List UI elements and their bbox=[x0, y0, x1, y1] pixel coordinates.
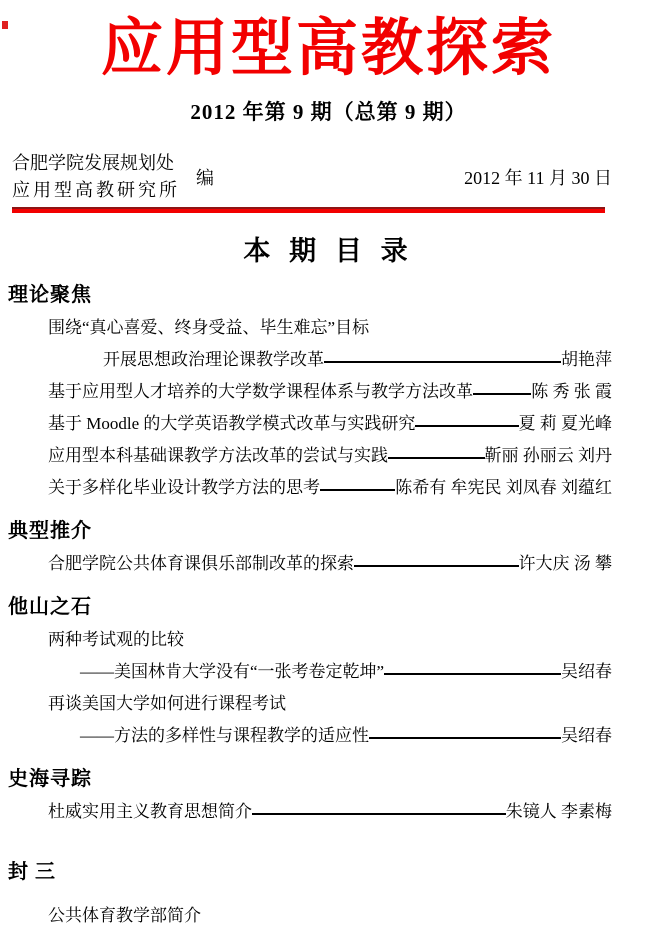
publisher-row bbox=[12, 150, 612, 204]
journal-title: 应用型高教探索 bbox=[100, 15, 556, 83]
toc-entry bbox=[0, 376, 612, 408]
toc-entry bbox=[0, 656, 612, 688]
journal-cover-page bbox=[0, 12, 657, 926]
leader-line bbox=[320, 472, 395, 491]
leader-line bbox=[354, 548, 519, 567]
toc-entry bbox=[0, 312, 612, 344]
entry-authors: 陈希有 牟宪民 刘凤春 刘蕴红 bbox=[395, 478, 612, 498]
entry-authors: 吴绍春 bbox=[561, 726, 612, 746]
leader-line bbox=[415, 408, 518, 427]
entry-title: 关于多样化毕业设计教学方法的思考 bbox=[48, 478, 320, 498]
section-heading: 理论聚焦 bbox=[8, 284, 92, 307]
leader-line bbox=[369, 720, 561, 739]
entry-title: 应用型本科基础课教学方法改革的尝试与实践 bbox=[48, 446, 388, 466]
toc-entry bbox=[0, 796, 612, 828]
toc-entry bbox=[0, 900, 612, 932]
publisher-line-1: 合肥学院发展规划处 bbox=[12, 153, 174, 174]
toc-entry bbox=[0, 548, 612, 580]
entry-title: 公共体育教学部简介 bbox=[48, 906, 201, 926]
toc-entry bbox=[0, 344, 612, 376]
entry-title: 基于应用型人才培养的大学数学课程体系与教学方法改革 bbox=[48, 382, 473, 402]
entry-title: ——方法的多样性与课程教学的适应性 bbox=[80, 726, 369, 746]
entry-authors: 胡艳萍 bbox=[561, 350, 612, 370]
entry-title: 开展思想政治理论课教学改革 bbox=[103, 350, 324, 370]
entry-authors: 靳丽 孙丽云 刘丹 bbox=[484, 446, 612, 466]
toc-heading: 本 期 目 录 bbox=[243, 236, 414, 267]
entry-title: 再谈美国大学如何进行课程考试 bbox=[48, 694, 286, 714]
toc-entry bbox=[0, 408, 612, 440]
leader-line bbox=[384, 656, 561, 675]
leader-line bbox=[252, 796, 506, 815]
toc-entry bbox=[0, 440, 612, 472]
publication-date: 2012 年 11 月 30 日 bbox=[464, 168, 612, 189]
leader-line bbox=[324, 344, 561, 363]
leader-line bbox=[388, 440, 485, 459]
publisher-line-2: 应用型高教研究所 bbox=[12, 180, 180, 201]
corner-mark bbox=[2, 21, 8, 29]
toc-entry bbox=[0, 688, 612, 720]
entry-authors: 陈 秀 张 霞 bbox=[531, 382, 612, 402]
toc-rows bbox=[0, 283, 657, 932]
red-divider-rule bbox=[12, 207, 605, 213]
entry-authors: 许大庆 汤 攀 bbox=[518, 554, 612, 574]
entry-title: 杜威实用主义教育思想简介 bbox=[48, 802, 252, 822]
masthead bbox=[0, 12, 657, 213]
section-heading: 他山之石 bbox=[8, 596, 92, 619]
issue-line: 2012 年第 9 期（总第 9 期） bbox=[190, 100, 467, 125]
entry-title: ——美国林肯大学没有“一张考卷定乾坤” bbox=[80, 662, 385, 682]
entry-title: 合肥学院公共体育课俱乐部制改革的探索 bbox=[48, 554, 354, 574]
publisher-names bbox=[12, 150, 180, 204]
toc-entry bbox=[0, 720, 612, 752]
toc-entry bbox=[0, 472, 612, 504]
section-heading: 封 三 bbox=[8, 861, 56, 884]
entry-authors: 吴绍春 bbox=[561, 662, 612, 682]
leader-line bbox=[473, 376, 531, 395]
editor-label: 编 bbox=[196, 168, 214, 189]
section-heading: 典型推介 bbox=[8, 520, 92, 543]
entry-authors: 夏 莉 夏光峰 bbox=[518, 414, 612, 434]
entry-authors: 朱镜人 李素梅 bbox=[505, 802, 612, 822]
entry-title: 围绕“真心喜爱、终身受益、毕生难忘”目标 bbox=[48, 318, 370, 338]
entry-title: 基于 Moodle 的大学英语教学模式改革与实践研究 bbox=[48, 414, 416, 434]
section-heading: 史海寻踪 bbox=[8, 768, 92, 791]
toc-entry bbox=[0, 624, 612, 656]
entry-title: 两种考试观的比较 bbox=[48, 630, 184, 650]
